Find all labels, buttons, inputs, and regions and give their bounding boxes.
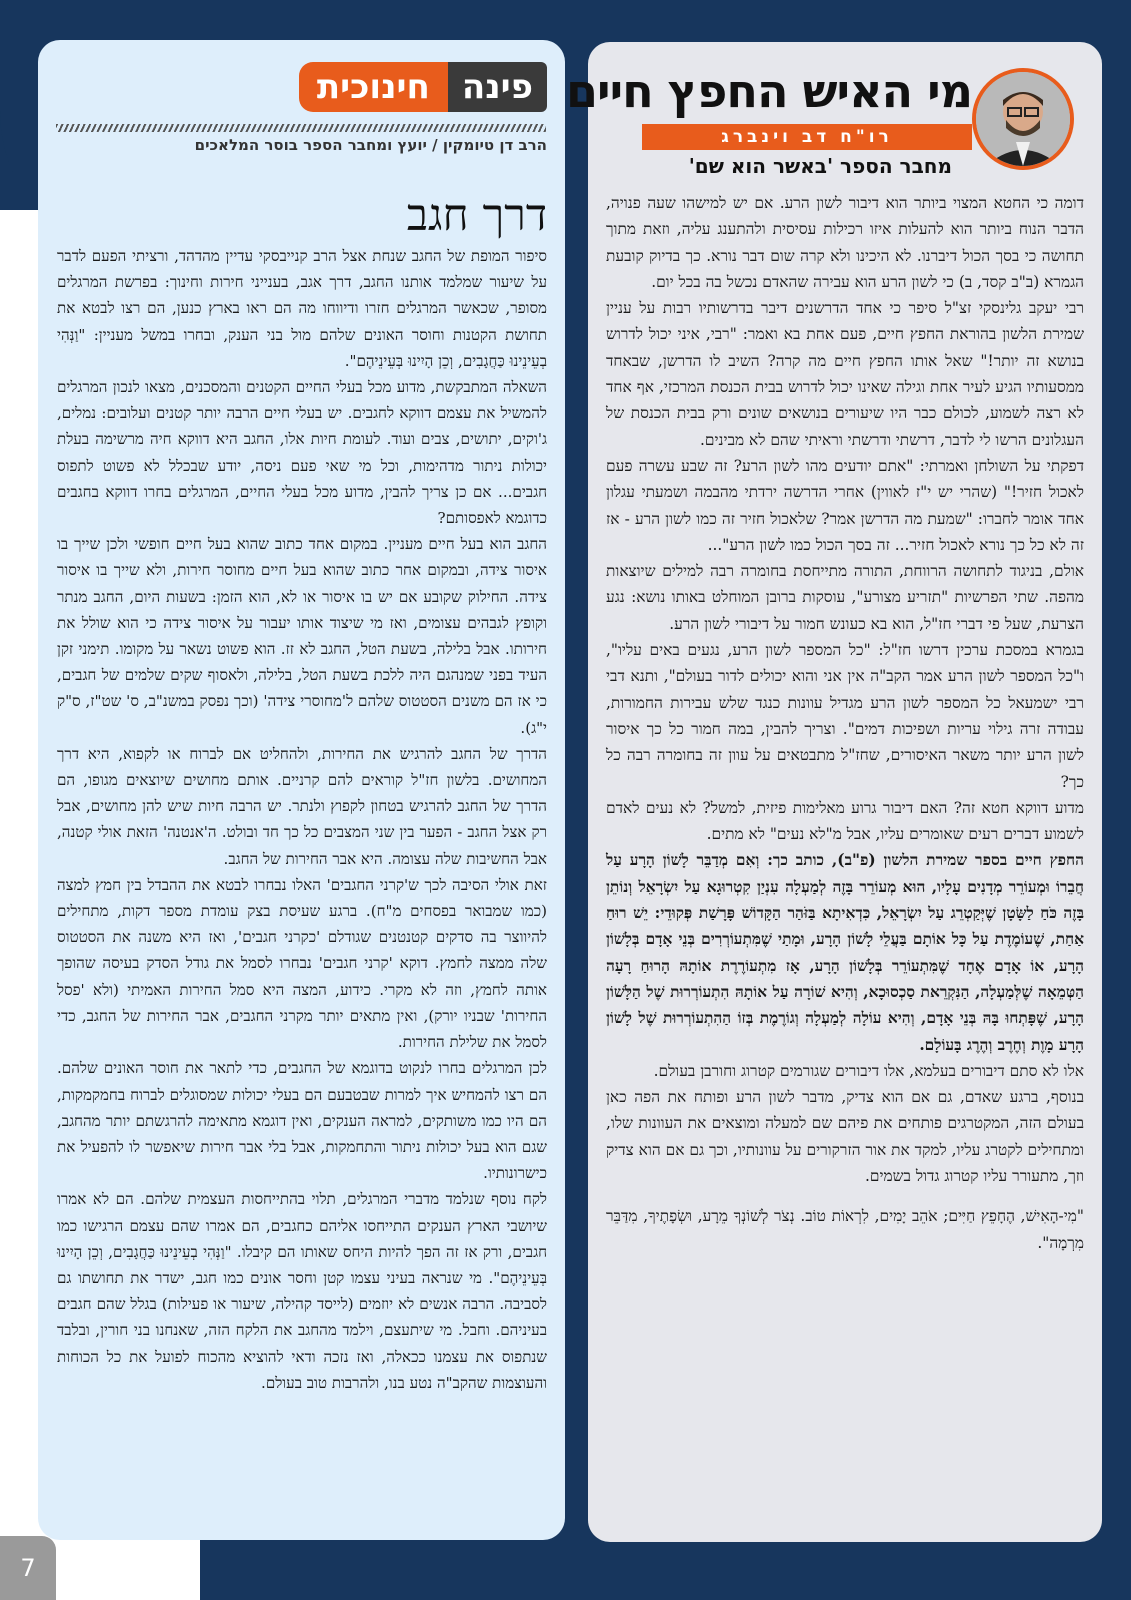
paragraph: לכן המרגלים בחרו לנקוט בדוגמא של החגבים, כדי לתאר את חוסר האונים שלהם. הם רצו להמחיש איך למרות שבטבעם הם בעלי יכולות שמסוגלים לברוח בחמקמקות, הם היו כמו משותקים, למראה הענקים, ואין דוגמא מתאימה להרגשתם יותר מהחגב, שגם הוא בעל יכולות ניתור והתחמקות, אבל בלי אבר חירות שיאפשר לו להפעיל את כישרונותיו. [57,1059,547,1183]
author-portrait [972,68,1074,170]
paragraph: לקח נוסף שנלמד מדברי המרגלים, תלוי בהתייחסות העצמית שלהם. הם לא אמרו שיושבי הארץ הענקים התייחסו אליהם כחגבים, הם אמרו שהם עצמם הרגישו כמו חגבים, ורק אז זה הפך להיות היחס שאותו הם קיבלו. "וַנְּהִי בְעֵינֵינוּ כַּחֲגָבִים, וְכֵן הָיִינוּ בְּעֵינֵיהֶם". מי שנראה בעיני עצמו קטן וחסר אונים כמו חגב, ישדר את תחושתו גם לסביבה. הרבה אנשים לא יוזמים (לייסד קהילה, שיעור או פעילות) בגלל שהם חגבים בעיניהם. וחבל. מי שיתעצם, וילמד מהחגב את הלקח הזה, שאנחנו בני חורין, ובלבד שנתפוס את עצמנו ככאלה, ואז נזכה ודאי להוציא מהכוח לפועל את כל הכוחות והעוצמות שהקב"ה נטע בנו, ולהרבות טוב בעולם. [57,1190,547,1392]
paragraph: בנוסף, ברגע שאדם, גם אם הוא צדיק, מדבר לשון הרע ופותח את הפה כאן בעולם הזה, המקטרגים פותחים את פיהם שם למעלה ומוצאים את העוונות שלו, ומתחילים לקטרג עליו, למקד את אור הזרקורים על עוונותיו, וכך גם אם הוא צדיק וזך, מתעורר עליו קטרוג גדול בשמים. [606,1088,1084,1185]
column-right [566,42,1102,1542]
right-header [566,42,1102,192]
column-left [38,40,565,1540]
portrait-icon [976,72,1070,166]
paragraph: אלו לא סתם דיבורים בעלמא, אלו דיבורים שגורמים קטרוג וחורבן בעולם. [653,1061,1084,1080]
paragraph-quote: החפץ חיים בספר שמירת הלשון (פ"ב), כותב כך: וְאִם מְדַבֵּר לָשׁוֹן הָרָע עַל חֲבֵרוֹ וּמְעוֹרֵר מְדָנִים עָלָיו, הוּא מְעוֹרֵר בָּזֶה לְמַעְלָה עִנְיַן קִטְרוּגָא עַל יִשְׂרָאֵל וְנוֹתֵן בָּזֶה כֹּחַ לַשָּׂטָן שֶׁיְּקַטְרֵג עַל יִשְׂרָאֵל, כִּדְאִיתָא בַּזֹּהַר הַקָּדוֹשׁ פָּרָשַׁת פְּקוּדֵי: יֵשׁ רוּחַ אַחַת, שֶׁעוֹמֶדֶת עַל כָּל אוֹתָם בַּעֲלֵי לָשׁוֹן הָרָע, וּמָתַי שֶׁמִּתְעוֹרְרִים בְּנֵי אָדָם בְּלָשׁוֹן הָרָע, אוֹ אָדָם אֶחָד שֶׁמִּתְעוֹרֵר בְּלָשׁוֹן הָרָע, אָז מִתְעוֹרֶרֶת אוֹתָהּ הָרוּחַ רָעָה הַטְּמֵאָה שֶׁלְּמַעְלָה, הַנִּקְרֵאת סַכְסוּכָא, וְהִיא שׁוֹרָה עַל אוֹתָהּ הִתְעוֹרְרוּת שֶׁל הַלָּשׁוֹן הָרָע, שֶׁפָּתְחוּ בָּהּ בְּנֵי אָדָם, וְהִיא עוֹלָה לְמַעְלָה וְגוֹרֶמֶת בְּזוֹ הַהִתְעוֹרְרוּת שֶׁל לָשׁוֹן הָרָע מָוֶת וְחֶרֶב וְהֶרֶג בָּעוֹלָם. [606,851,1084,1054]
hatch-divider [56,124,546,132]
left-article-body [57,243,547,1396]
column-title: מי האיש החפץ חיים [566,64,972,118]
paragraph: זאת אולי הסיבה לכך ש'קרני החגבים' האלו נבחרו לבטא את ההבדל בין חמץ למצה (כמו שמבואר בפסחים מ"ח). ברגע שעיסת בצק עומדת מספר דקות, מתחילים להיווצר בה סדקים קטנטנים שגודלם 'כקרני חגבים', ואז היא משנה את הסטטוס שלה ממצה לחמץ. דוקא 'קרני חגבים' נבחרו לסמל את גודל הסדק בעיסה שהופך אותה לחמץ, וזה לא מקרי. כידוע, המצה היא סמל החירות האמיתי (ולא 'פסל החירות' שבניו יורק), ואין מתאים יותר מקרני החגבים, אבר החירות של החגב, כדי לסמל את שלילת החירות. [57,875,547,1052]
paragraph: דומה כי החטא המצוי ביותר הוא דיבור לשון הרע. אם יש למישהו שעה פנויה, הדבר הנוח ביותר הוא להעלות איזו רכילות עסיסית ולהתענג עליה, וזאת מתוך תחושה כי בסך הכול דיברנו. לא היכינו ולא קרה שום דבר נורא. כך בדיוק קובעת הגמרא (ב"ב קסד, ב) כי לשון הרע הוא עבירה שהאדם נכשל בה בכל יום. [606,194,1084,291]
section-tag-word-1: פינה [448,62,547,112]
right-article-body [606,190,1084,1256]
paragraph: הדרך של החגב להרגיש את החירות, ולהחליט אם לברוח או לקפוא, היא דרך המחושים. בלשון חז"ל קוראים להם קרניים. אותם מחושים שיוצאים מגופו, הם הדרך של החגב להרגיש בטחון לקפוץ ולנתר. יש הרבה חיות שיש להן מחושים, אבל רק אצל החגב - הפער בין שני המצבים כל כך חד ובולט. ה'אנטנה' הזאת אולי קטנה, אבל החשיבות שלה עצומה. היא אבר החירות של החגב. [57,744,547,868]
page-number: 7 [0,1536,56,1600]
paragraph: מדוע דווקא חטא זה? האם דיבור גרוע מאלימות פיזית, למשל? לא נעים לאדם לשמוע דברים רעים שאומרים עליו, אבל מ"לא נעים" לא מתים. [606,798,1084,844]
section-tag-word-2: חינוכית [299,62,448,112]
paragraph: רבי יעקב גלינסקי זצ"ל סיפר כי אחד הדרשנים דיבר בדרשותיו רבות על עניין שמירת הלשון בהוראת החפץ חיים, פעם אחת בא ואמר: "רבי, איני יכול לדרוש בנושא זה יותר!" שאל אותו החפץ חיים מה קרה? השיב לו הדרשן, שבאחד ממסעותיו הגיע לעיר אחת וגילה שאינו יכול לדרוש בבית הכנסת המרכזי, אף אחד לא רצה לשמוע, לכולם כבר היו שיעורים בנושאים שונים ורק בבית הכנסת של העגלונים הרשו לי לדבר, דרשתי ודרשתי וראיתי שהם לא מבינים. [606,299,1084,449]
author-subtitle: מחבר הספר 'באשר הוא שם' [688,154,952,178]
paragraph: דפקתי על השולחן ואמרתי: "אתם יודעים מהו לשון הרע? זה שבע עשרה פעם לאכול חזיר!" (שהרי יש י"ז לאווין) אחרי הדרשה ירדתי מהבמה ושמעתי עגלון אחד אומר לחברו: "שמעת מה הדרשן אמר? שלאכול חזיר זה כמו לשון הרע - אז זה לא כל כך נורא לאכול חזיר... זה בסך הכול כמו לשון הרע"... [606,456,1084,554]
author-name-bar: רו"ח דב וינברג [642,124,972,150]
article-author: הרב דן טיומקין / יועץ ומחבר הספר בוסר המלאכים [194,136,547,154]
paragraph: אולם, בניגוד לתחושה הרווחת, התורה מתייחסת בחומרה רבה למילים שיוצאות מהפה. שתי הפרשיות "תזריע מצורע", עוסקות ברובן המוחלט באותו נושא: נגע הצרעת, שעל פי דברי חז"ל, הוא בא כעונש חמור על דיבורי לשון הרע. [606,562,1084,633]
closing-verse: "מִי-הָאִישׁ, הֶחָפֵץ חַיִּים; אֹהֵב יָמִים, לִרְאוֹת טוֹב. נְצֹר לְשׁוֹנְךָ מֵרָע, וּשְׂפָתֶיךָ, מִדַּבֵּר מִרְמָה". [606,1207,1084,1252]
paragraph: סיפור המופת של החגב שנחת אצל הרב קנייבסקי עדיין מהדהד, ורציתי הפעם לדבר על שיעור שמלמד אותנו החגב, דרך אגב, בענייני חירות וחינוך: בפרשת המרגלים מסופר, שכאשר המרגלים חזרו ודיווחו מה הם ראו בארץ כנען, הם רצו לבטא את תחושת הקטנות וחוסר האונים שלהם מול בני הענק, ובחרו במשל מעניין: "וַנְּהִי בְעֵינֵינוּ כַּחֲגָבִים, וְכֵן הָיִינוּ בְּעֵינֵיהֶם". [57,247,547,370]
section-tag [299,62,547,112]
article-headline: דרך חגב [406,190,547,241]
paragraph: בגמרא במסכת ערכין דרשו חז"ל: "כל המספר לשון הרע, נגעים באים עליו", ו"כל המספר לשון הרע אמר הקב"ה אין אני והוא יכולים לדור בעולם", ותנא דבי רבי ישמעאל כל המספר לשון הרע מגדיל עוונות כנגד שלש עבירות החמורות, עבודה זרה גילוי עריות ושפיכות דמים". וצריך להבין, במה חמור כל כך איסור לשון הרע יותר משאר האיסורים, שחז"ל מתבטאים על עוון זה בחומרה רבה כל כך? [606,641,1084,791]
paragraph: השאלה המתבקשת, מדוע מכל בעלי החיים הקטנים והמסכנים, מצאו לנכון המרגלים להמשיל את עצמם דווקא לחגבים. יש בעלי חיים הרבה יותר קטנים ועלובים: נמלים, ג'וקים, יתושים, צבים ועוד. לעומת חיות אלו, החגב היא דווקא חיה מרשימה בעלת יכולות ניתור מדהימות, וכל מי שאי פעם ניסה, יודע שבכלל לא פשוט לתפוס חגבים... אם כן צריך להבין, מדוע מכל בעלי החיים, המרגלים בחרו דווקא בחגבים כדוגמא לאפסותם? [57,378,547,528]
paragraph: החגב הוא בעל חיים מעניין. במקום אחד כתוב שהוא בעל חיים חופשי ולכן שייך בו איסור צידה, ובמקום אחר כתוב שהוא בעל חיים מחוסר חירות, ולא שייך בו איסור צידה. החילוק שקובע אם יש בו איסור או לא, הוא הזמן: בשעות היום, החגב מנתר וקופץ לגבהים עצומים, ואז מי שיצוד אותו יעבור על איסור צידה כי הוא שולל את חירותו. אבל בלילה, בשעת הטל, החגב לא זז. הוא פשוט נשאר על מקומו. תימני זקן העיד בפני שמנהגם היה ללכת בשעת הטל, בלילה, ולאסוף שקים שלמים של חגבים, כי אז הם משנים הסטטוס שלהם ל'מחוסרי צידה' (וכך נפסק במשנ"ב, ס' שט"ז, ס"ק י"ג). [57,535,547,737]
